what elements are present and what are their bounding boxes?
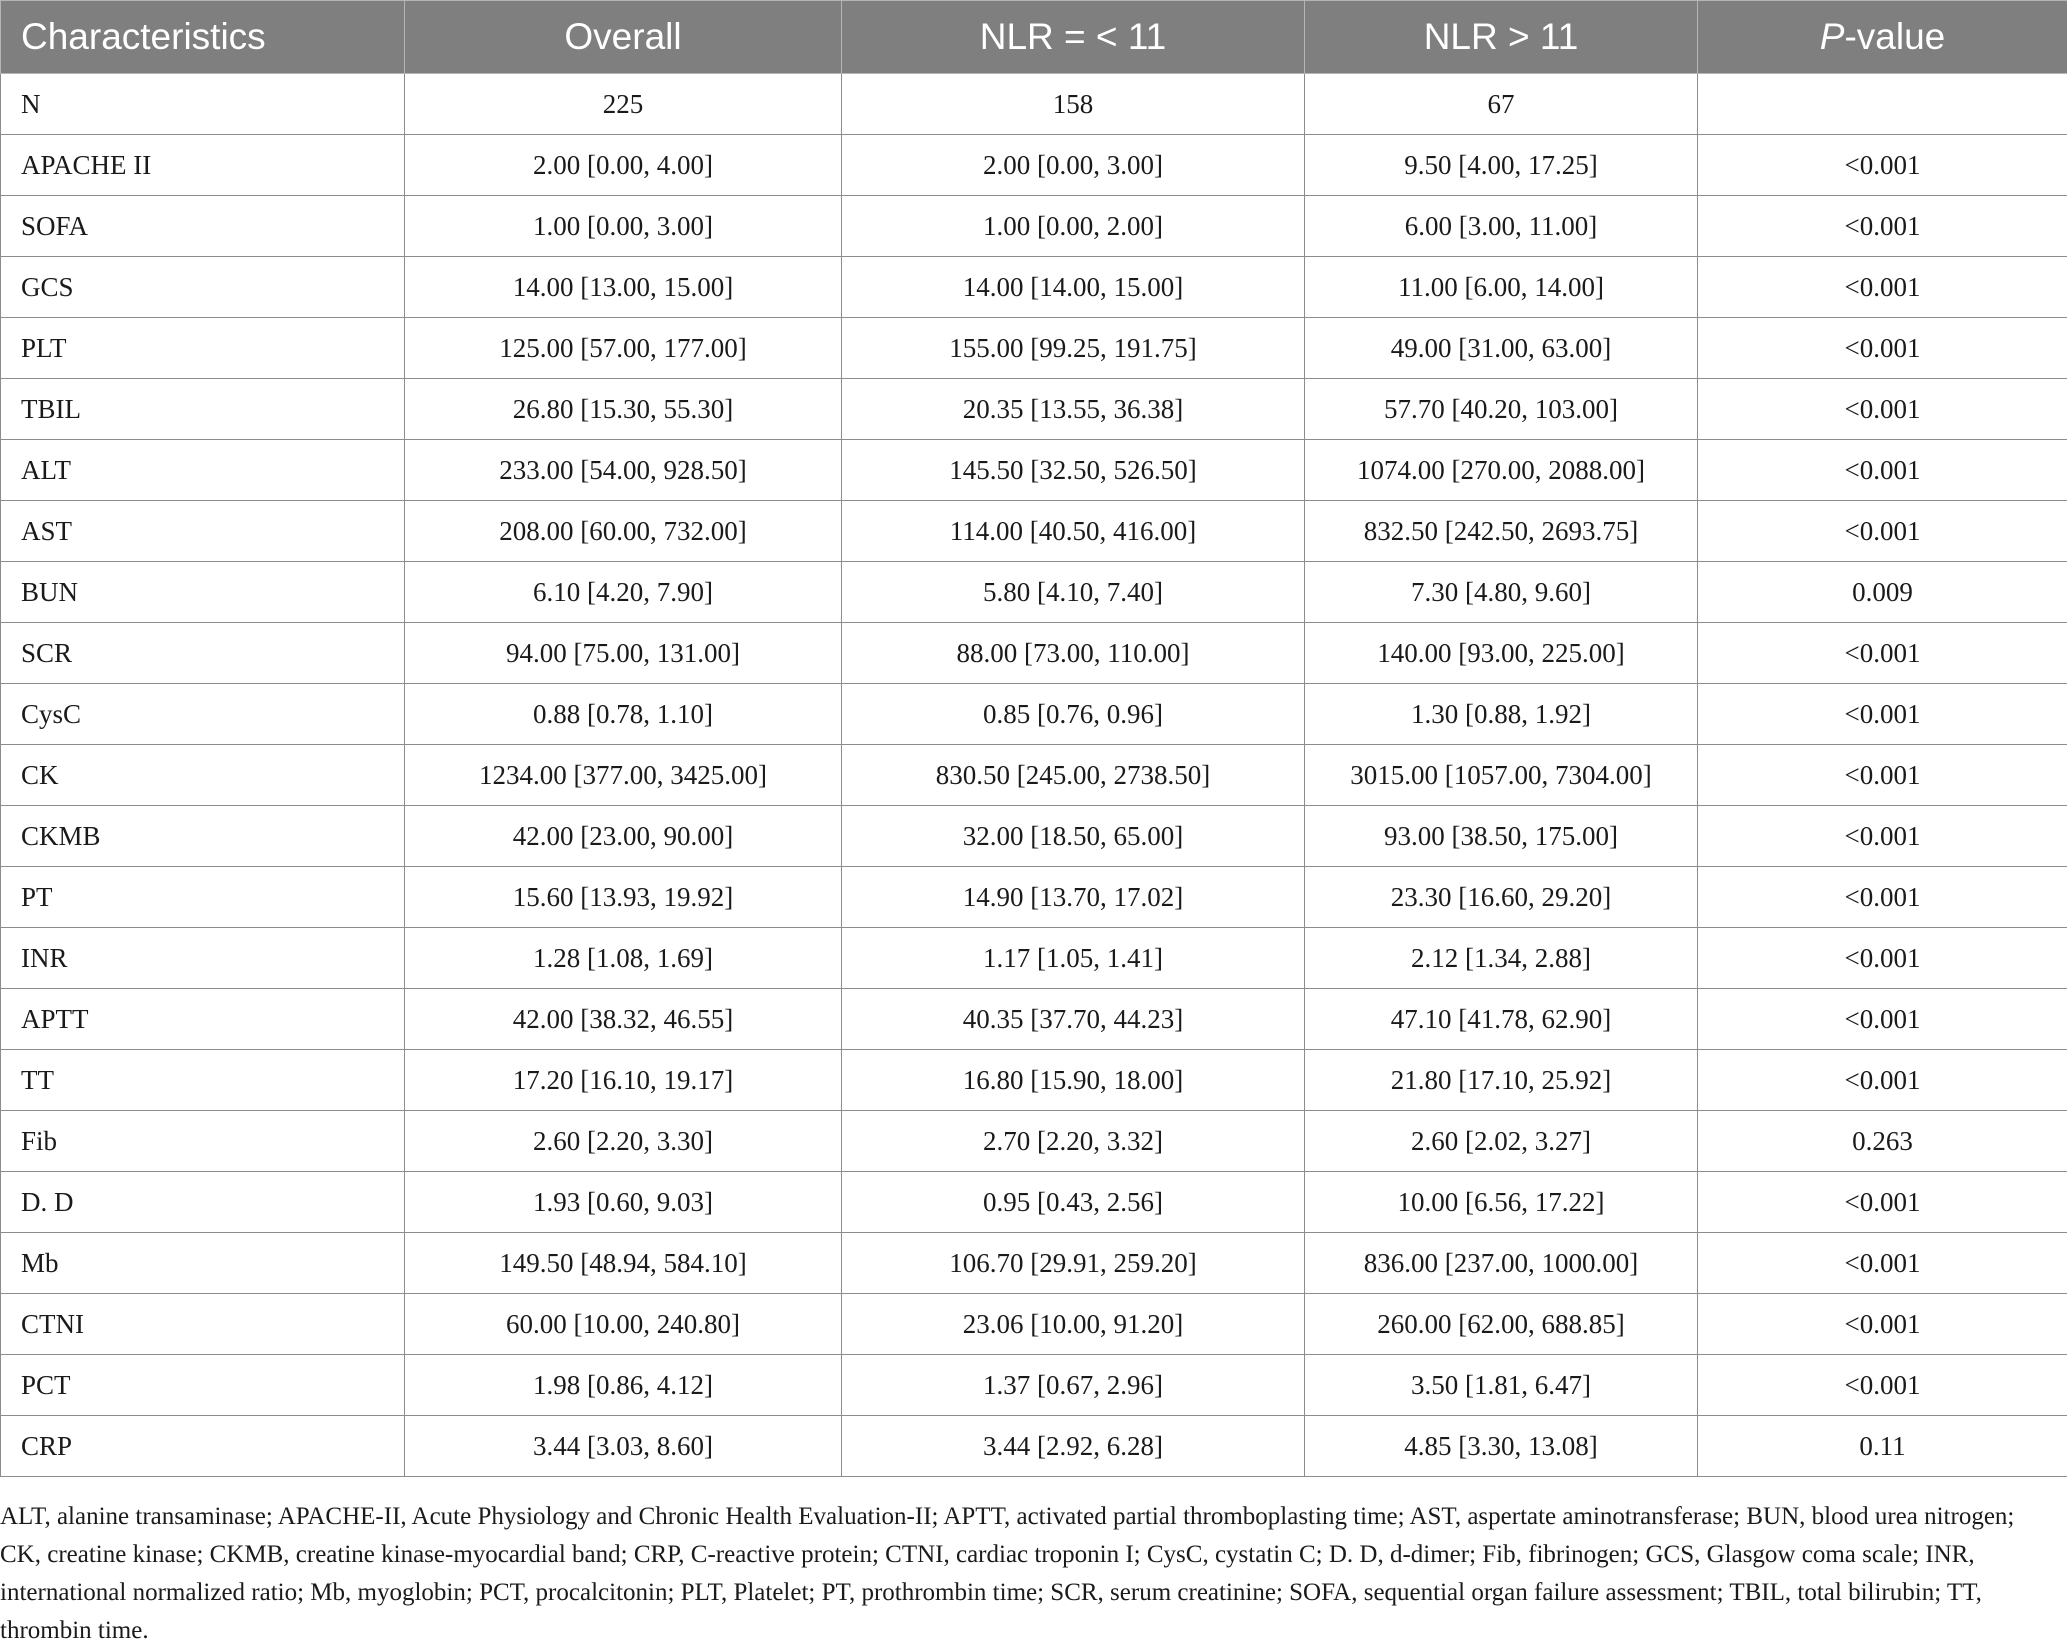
header-nlr-low: NLR = < 11 — [842, 1, 1305, 74]
nlr-high-cell: 21.80 [17.10, 25.92] — [1305, 1050, 1698, 1111]
characteristic-cell: BUN — [1, 562, 405, 623]
p-value-cell: <0.001 — [1698, 135, 2067, 196]
nlr-low-cell: 830.50 [245.00, 2738.50] — [842, 745, 1305, 806]
table-row — [1, 867, 2067, 928]
header-nlr-high: NLR > 11 — [1305, 1, 1698, 74]
characteristic-cell: CRP — [1, 1416, 405, 1477]
overall-cell: 6.10 [4.20, 7.90] — [405, 562, 842, 623]
characteristic-cell: APACHE II — [1, 135, 405, 196]
nlr-low-cell: 16.80 [15.90, 18.00] — [842, 1050, 1305, 1111]
table-row — [1, 1294, 2067, 1355]
overall-cell: 233.00 [54.00, 928.50] — [405, 440, 842, 501]
p-value-cell: <0.001 — [1698, 684, 2067, 745]
nlr-high-cell: 93.00 [38.50, 175.00] — [1305, 806, 1698, 867]
p-value-cell: <0.001 — [1698, 379, 2067, 440]
nlr-high-cell: 836.00 [237.00, 1000.00] — [1305, 1233, 1698, 1294]
header-characteristics: Characteristics — [1, 1, 405, 74]
overall-cell: 125.00 [57.00, 177.00] — [405, 318, 842, 379]
nlr-low-cell: 14.90 [13.70, 17.02] — [842, 867, 1305, 928]
nlr-high-cell: 57.70 [40.20, 103.00] — [1305, 379, 1698, 440]
nlr-high-cell: 2.60 [2.02, 3.27] — [1305, 1111, 1698, 1172]
nlr-low-cell: 0.95 [0.43, 2.56] — [842, 1172, 1305, 1233]
p-value-cell: <0.001 — [1698, 623, 2067, 684]
characteristic-cell: D. D — [1, 1172, 405, 1233]
header-p-suffix: -value — [1844, 16, 1945, 57]
characteristic-cell: Fib — [1, 1111, 405, 1172]
characteristic-cell: AST — [1, 501, 405, 562]
table-row — [1, 745, 2067, 806]
nlr-low-cell: 106.70 [29.91, 259.20] — [842, 1233, 1305, 1294]
characteristic-cell: ALT — [1, 440, 405, 501]
characteristic-cell: GCS — [1, 257, 405, 318]
nlr-low-cell: 1.17 [1.05, 1.41] — [842, 928, 1305, 989]
nlr-high-cell: 67 — [1305, 74, 1698, 135]
p-value-cell: <0.001 — [1698, 989, 2067, 1050]
nlr-high-cell: 1074.00 [270.00, 2088.00] — [1305, 440, 1698, 501]
table-row — [1, 623, 2067, 684]
nlr-high-cell: 6.00 [3.00, 11.00] — [1305, 196, 1698, 257]
table-row — [1, 1050, 2067, 1111]
characteristic-cell: CKMB — [1, 806, 405, 867]
nlr-low-cell: 88.00 [73.00, 110.00] — [842, 623, 1305, 684]
nlr-low-cell: 114.00 [40.50, 416.00] — [842, 501, 1305, 562]
characteristic-cell: TBIL — [1, 379, 405, 440]
characteristic-cell: N — [1, 74, 405, 135]
p-value-cell: <0.001 — [1698, 806, 2067, 867]
p-value-cell: <0.001 — [1698, 257, 2067, 318]
p-value-cell — [1698, 74, 2067, 135]
overall-cell: 208.00 [60.00, 732.00] — [405, 501, 842, 562]
characteristic-cell: CysC — [1, 684, 405, 745]
overall-cell: 94.00 [75.00, 131.00] — [405, 623, 842, 684]
nlr-low-cell: 155.00 [99.25, 191.75] — [842, 318, 1305, 379]
p-value-cell: <0.001 — [1698, 440, 2067, 501]
overall-cell: 225 — [405, 74, 842, 135]
overall-cell: 1234.00 [377.00, 3425.00] — [405, 745, 842, 806]
overall-cell: 15.60 [13.93, 19.92] — [405, 867, 842, 928]
nlr-high-cell: 1.30 [0.88, 1.92] — [1305, 684, 1698, 745]
header-row — [1, 1, 2067, 74]
characteristic-cell: APTT — [1, 989, 405, 1050]
table-row — [1, 1355, 2067, 1416]
characteristic-cell: PT — [1, 867, 405, 928]
nlr-high-cell: 7.30 [4.80, 9.60] — [1305, 562, 1698, 623]
table-row — [1, 379, 2067, 440]
nlr-low-cell: 14.00 [14.00, 15.00] — [842, 257, 1305, 318]
overall-cell: 3.44 [3.03, 8.60] — [405, 1416, 842, 1477]
nlr-low-cell: 23.06 [10.00, 91.20] — [842, 1294, 1305, 1355]
table-row — [1, 928, 2067, 989]
overall-cell: 2.60 [2.20, 3.30] — [405, 1111, 842, 1172]
nlr-low-cell: 158 — [842, 74, 1305, 135]
characteristic-cell: SCR — [1, 623, 405, 684]
p-value-cell: 0.11 — [1698, 1416, 2067, 1477]
characteristic-cell: PLT — [1, 318, 405, 379]
nlr-high-cell: 832.50 [242.50, 2693.75] — [1305, 501, 1698, 562]
overall-cell: 1.98 [0.86, 4.12] — [405, 1355, 842, 1416]
table-row — [1, 1172, 2067, 1233]
nlr-low-cell: 2.70 [2.20, 3.32] — [842, 1111, 1305, 1172]
p-value-cell: <0.001 — [1698, 1355, 2067, 1416]
table-body — [1, 74, 2067, 1477]
p-value-cell: <0.001 — [1698, 745, 2067, 806]
table-row — [1, 684, 2067, 745]
characteristic-cell: CK — [1, 745, 405, 806]
overall-cell: 1.93 [0.60, 9.03] — [405, 1172, 842, 1233]
nlr-high-cell: 260.00 [62.00, 688.85] — [1305, 1294, 1698, 1355]
nlr-high-cell: 49.00 [31.00, 63.00] — [1305, 318, 1698, 379]
characteristic-cell: INR — [1, 928, 405, 989]
nlr-low-cell: 0.85 [0.76, 0.96] — [842, 684, 1305, 745]
p-value-cell: <0.001 — [1698, 501, 2067, 562]
header-p-italic: P — [1820, 16, 1845, 57]
characteristic-cell: Mb — [1, 1233, 405, 1294]
table-row — [1, 135, 2067, 196]
table-row — [1, 1233, 2067, 1294]
characteristic-cell: TT — [1, 1050, 405, 1111]
p-value-cell: <0.001 — [1698, 318, 2067, 379]
nlr-high-cell: 3.50 [1.81, 6.47] — [1305, 1355, 1698, 1416]
overall-cell: 42.00 [38.32, 46.55] — [405, 989, 842, 1050]
overall-cell: 17.20 [16.10, 19.17] — [405, 1050, 842, 1111]
table-row — [1, 196, 2067, 257]
nlr-low-cell: 32.00 [18.50, 65.00] — [842, 806, 1305, 867]
overall-cell: 60.00 [10.00, 240.80] — [405, 1294, 842, 1355]
overall-cell: 2.00 [0.00, 4.00] — [405, 135, 842, 196]
header-overall: Overall — [405, 1, 842, 74]
table-row — [1, 501, 2067, 562]
nlr-high-cell: 11.00 [6.00, 14.00] — [1305, 257, 1698, 318]
table-row — [1, 562, 2067, 623]
nlr-low-cell: 3.44 [2.92, 6.28] — [842, 1416, 1305, 1477]
table-row — [1, 1111, 2067, 1172]
table-row — [1, 989, 2067, 1050]
nlr-high-cell: 3015.00 [1057.00, 7304.00] — [1305, 745, 1698, 806]
nlr-low-cell: 1.37 [0.67, 2.96] — [842, 1355, 1305, 1416]
table-row — [1, 806, 2067, 867]
overall-cell: 42.00 [23.00, 90.00] — [405, 806, 842, 867]
nlr-low-cell: 5.80 [4.10, 7.40] — [842, 562, 1305, 623]
p-value-cell: 0.263 — [1698, 1111, 2067, 1172]
table-row — [1, 440, 2067, 501]
overall-cell: 1.00 [0.00, 3.00] — [405, 196, 842, 257]
nlr-high-cell: 2.12 [1.34, 2.88] — [1305, 928, 1698, 989]
table-row — [1, 318, 2067, 379]
nlr-low-cell: 40.35 [37.70, 44.23] — [842, 989, 1305, 1050]
header-p-value — [1698, 1, 2067, 74]
nlr-high-cell: 9.50 [4.00, 17.25] — [1305, 135, 1698, 196]
p-value-cell: <0.001 — [1698, 928, 2067, 989]
nlr-low-cell: 2.00 [0.00, 3.00] — [842, 135, 1305, 196]
p-value-cell: 0.009 — [1698, 562, 2067, 623]
nlr-low-cell: 145.50 [32.50, 526.50] — [842, 440, 1305, 501]
overall-cell: 14.00 [13.00, 15.00] — [405, 257, 842, 318]
p-value-cell: <0.001 — [1698, 196, 2067, 257]
nlr-high-cell: 4.85 [3.30, 13.08] — [1305, 1416, 1698, 1477]
p-value-cell: <0.001 — [1698, 1233, 2067, 1294]
table-row — [1, 1416, 2067, 1477]
p-value-cell: <0.001 — [1698, 1294, 2067, 1355]
p-value-cell: <0.001 — [1698, 1050, 2067, 1111]
table-row — [1, 74, 2067, 135]
p-value-cell: <0.001 — [1698, 867, 2067, 928]
nlr-low-cell: 20.35 [13.55, 36.38] — [842, 379, 1305, 440]
characteristic-cell: PCT — [1, 1355, 405, 1416]
characteristic-cell: SOFA — [1, 196, 405, 257]
p-value-cell: <0.001 — [1698, 1172, 2067, 1233]
nlr-high-cell: 23.30 [16.60, 29.20] — [1305, 867, 1698, 928]
table-header — [1, 1, 2067, 74]
nlr-high-cell: 47.10 [41.78, 62.90] — [1305, 989, 1698, 1050]
overall-cell: 149.50 [48.94, 584.10] — [405, 1233, 842, 1294]
nlr-high-cell: 140.00 [93.00, 225.00] — [1305, 623, 1698, 684]
table-footnote: ALT, alanine transaminase; APACHE-II, Acute Physiology and Chronic Health Evaluation-II; APTT, activated partial thromboplasting time; AST, aspertate aminotransferase; BUN, blood urea nitrogen; CK, creatine kinase; CKMB, creatine kinase-myocardial band; CRP, C-reactive protein; CTNI, cardiac troponin I; CysC, cystatin C; D. D, d-dimer; Fib, fibrinogen; GCS, Glasgow coma scale; INR, international normalized ratio; Mb, myoglobin; PCT, procalcitonin; PLT, Platelet; PT, prothrombin time; SCR, serum creatinine; SOFA, sequential organ failure assessment; TBIL, total bilirubin; TT, thrombin time. — [0, 1498, 2040, 1650]
overall-cell: 0.88 [0.78, 1.10] — [405, 684, 842, 745]
overall-cell: 26.80 [15.30, 55.30] — [405, 379, 842, 440]
overall-cell: 1.28 [1.08, 1.69] — [405, 928, 842, 989]
table-row — [1, 257, 2067, 318]
nlr-high-cell: 10.00 [6.56, 17.22] — [1305, 1172, 1698, 1233]
characteristic-cell: CTNI — [1, 1294, 405, 1355]
nlr-low-cell: 1.00 [0.00, 2.00] — [842, 196, 1305, 257]
